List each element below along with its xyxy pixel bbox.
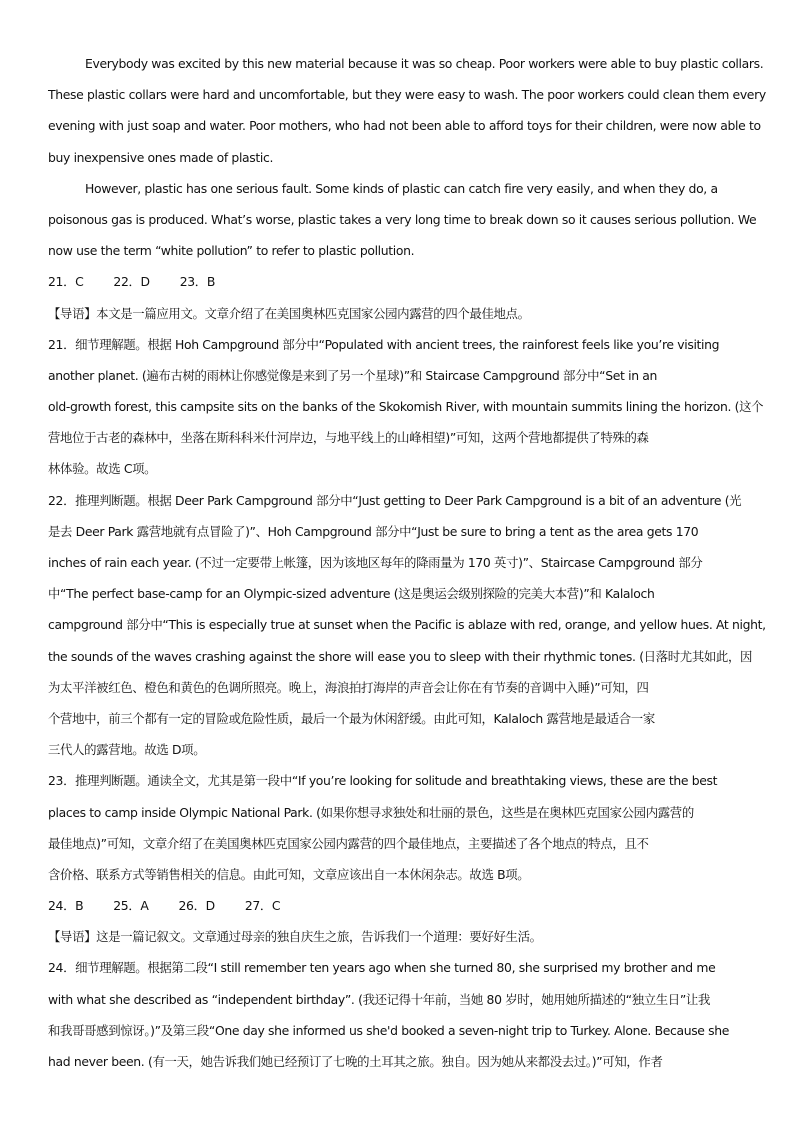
text-line: 【导语】本文是一篇应用文。文章介绍了在美国奥林匹克国家公园内露营的四个最佳地点。 (48, 305, 530, 321)
text-line: 24．细节理解题。根据第二段“I still remember ten years ago when she turned 80, she surprised my brother and me (48, 960, 716, 976)
answer-key-line (48, 266, 752, 297)
text-line: campground 部分中“This is especially true at sunset when the Pacific is ablaze with red, orange, and yellow hues. At night, (48, 617, 766, 633)
answer-item: 23．B (179, 274, 215, 290)
text-line: 23．推理判断题。通读全文，尤其是第一段中“If you’re looking for solitude and breathtaking views, these are the best (48, 773, 718, 789)
text-line: another planet. (遍布古树的雨林让你感觉像是来到了另一个星球)”和 Staircase Campground 部分中“Set in an (48, 367, 658, 383)
text-line: However, plastic has one serious fault. Some kinds of plastic can catch fire very easily, and when they do, a (85, 180, 718, 196)
answer-item: 21．C (48, 274, 84, 290)
text-line: 三代人的露营地。故选 D项。 (48, 742, 206, 758)
text-line: 为太平洋被红色、橙色和黄色的色调所照亮。晚上，海浪拍打海岸的声音会让你在有节奏的音调中入睡)”可知，四 (48, 679, 649, 695)
text-line: inches of rain each year. (不过一定要带上帐篷，因为该地区每年的降雨量为 170 英寸)”、Staircase Campground 部分 (48, 555, 703, 570)
answer-item: 26．D (178, 898, 215, 914)
text-line: evening with just soap and water. Poor mothers, who had not been able to afford toys for their children, were now able to (48, 118, 761, 134)
text-line: 含价格、联系方式等销售相关的信息。由此可知，文章应该出自一本休闲杂志。故选 B项。 (48, 866, 530, 882)
answer-item: 24．B (48, 898, 84, 914)
answer-key-line (48, 890, 752, 921)
text-line: These plastic collars were hard and uncomfortable, but they were easy to wash. The poor workers could clean them every (48, 87, 766, 103)
answer-item: 25．A (113, 898, 149, 914)
text-line: 和我哥哥感到惊讶。)”及第三段“One day she informed us she'd booked a seven-night trip to Turkey. Alone. Because she (48, 1022, 730, 1038)
text-line: 是去 Deer Park 露营地就有点冒险了)”、Hoh Campground 部分中“Just be sure to bring a tent as the area gets 170 (48, 523, 699, 539)
text-line: 21．细节理解题。根据 Hoh Campground 部分中“Populated with ancient trees, the rainforest feels like you’re visiting (48, 336, 720, 352)
answer-item: 22．D (113, 274, 150, 290)
text-line: 中“The perfect base-camp for an Olympic-sized adventure (这是奥运会级别探险的完美大本营)”和 Kalaloch (48, 586, 655, 602)
text-line: now use the term “white pollution” to refer to plastic pollution. (48, 243, 415, 259)
text-line: 个营地中，前三个都有一定的冒险或危险性质，最后一个最为休闲舒缓。由此可知，Kalaloch 露营地是最适合一家 (48, 710, 655, 726)
answer-item: 27．C (244, 898, 281, 914)
text-line: Everybody was excited by this new material because it was so cheap. Poor workers were able to buy plastic collars. (85, 56, 764, 71)
text-line: the sounds of the waves crashing against the shore will ease you to sleep with their rhythmic tones. (日落时尤其如此，因 (48, 648, 753, 664)
text-line: with what she described as “independent birthday”. (我还记得十年前，当她 80 岁时，她用她所描述的“独立生日”让我 (48, 991, 711, 1007)
text-line: 林体验。故选 C项。 (48, 461, 157, 477)
text-line: 22．推理判断题。根据 Deer Park Campground 部分中“Just getting to Deer Park Campground is a bit of an adventure (光 (48, 492, 742, 508)
text-line: had never been. (有一天，她告诉我们她已经预订了七晚的土耳其之旅。独自。因为她从来都没去过。)”可知，作者 (48, 1054, 663, 1069)
text-line: poisonous gas is produced. What’s worse, plastic takes a very long time to break down so it causes serious pollution. We (48, 211, 757, 227)
document-page (48, 48, 766, 1077)
text-line: buy inexpensive ones made of plastic. (48, 149, 274, 165)
text-line: 【导语】这是一篇记叙文。文章通过母亲的独自庆生之旅，告诉我们一个道理：要好好生活。 (48, 929, 542, 945)
text-line: old-growth forest, this campsite sits on the banks of the Skokomish River, with mountain summits lining the horizon. (这个 (48, 399, 764, 415)
text-line: 最佳地点)”可知，文章介绍了在美国奥林匹克国家公园内露营的四个最佳地点，主要描述了各个地点的特点，且不 (48, 835, 649, 851)
text-line: 营地位于古老的森林中，坐落在斯科科米什河岸边，与地平线上的山峰相望)”可知，这两个营地都提供了特殊的森 (48, 430, 649, 446)
text-line: places to camp inside Olympic National Park. (如果你想寻求独处和壮丽的景色，这些是在奥林匹克国家公园内露营的 (48, 804, 694, 820)
